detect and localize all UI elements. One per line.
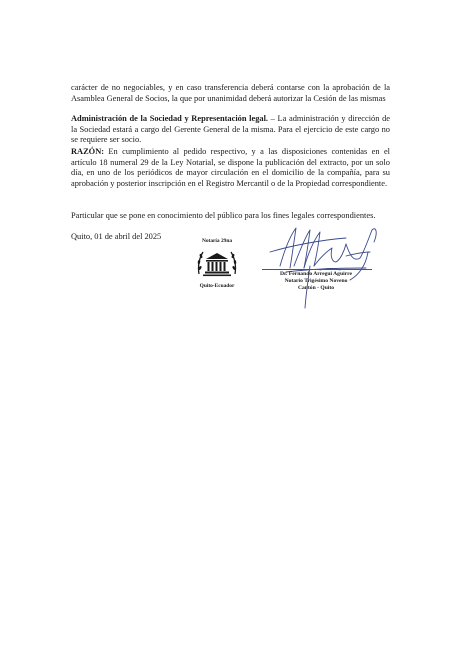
paragraph-transfer-clause: carácter de no negociables, y en caso transferencia deberá contarse con la aprobación de la Asamblea General de Socios, la que por unanimidad deberá autorizar la Cesión de las mismas (71, 83, 390, 103)
signature-line (262, 269, 372, 270)
notary-signature-block (256, 271, 376, 292)
notary-name: Dr. Fernando Arregui Aguirre (280, 271, 352, 277)
seal-bottom-text: Quito-Ecuador (199, 283, 235, 289)
administration-body: – La administración y dirección de la Sociedad estará a cargo del Gerente General de la misma. Para el ejercicio de este cargo no se requiere ser socio. (71, 114, 390, 145)
paragraph-public-notice: Particular que se pone en conocimiento del público para los fines legales correspondientes. (71, 211, 376, 220)
paragraph-administration (71, 114, 390, 146)
handwritten-signature (250, 222, 395, 312)
seal-top-text: Notaría 29na (201, 238, 233, 244)
notary-location: Cantón - Quito (297, 285, 335, 291)
seal-building-icon (195, 244, 239, 284)
razon-body: En cumplimiento al pedido respectivo, y a las disposiciones contenidas en el artículo 18 numeral 29 de la Ley Notarial, se dispone la publicación del extracto, por un solo día, en uno de los periódicos de mayor circulación en el domicilio de la compañía, para su aprobación y posterior inscripción en el Registro Mercantil o de la Propiedad correspondiente. (71, 147, 390, 188)
date-line: Quito, 01 de abril del 2025 (71, 232, 162, 241)
paragraph-razon (71, 147, 390, 189)
notary-title: Notario Trigésimo Noveno (284, 278, 348, 284)
notary-seal (193, 238, 241, 292)
administration-heading: Administración de la Sociedad y Representación legal. (71, 114, 269, 123)
razon-heading: RAZÓN: (71, 147, 105, 156)
